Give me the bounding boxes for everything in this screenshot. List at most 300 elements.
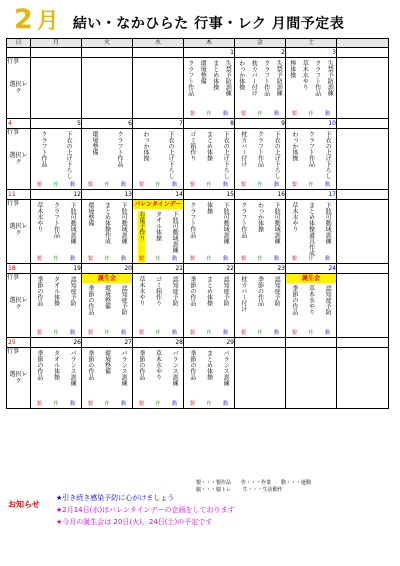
date-cell: 17 — [286, 190, 337, 200]
event-banner: 誕生会 — [82, 274, 132, 283]
activity-item: 環境整備 — [199, 60, 207, 84]
activity-tags — [235, 181, 285, 189]
date-cell: 22 — [184, 264, 235, 274]
tag-a: 作 — [308, 256, 314, 262]
activity-item: 失禁予防訓練 — [326, 60, 334, 96]
tag-c: 動 — [223, 256, 229, 262]
day-activity-cell — [235, 129, 286, 190]
day-activity-cell — [286, 274, 337, 338]
date-cell: 26 — [31, 338, 82, 348]
activity-item: 認知症予防 — [120, 285, 128, 315]
activity-item: 草木水やり — [35, 202, 43, 232]
weekday-header: 火 — [82, 39, 133, 48]
activity-item: 体操 — [205, 202, 213, 214]
weekday-header: 金 — [235, 39, 286, 48]
tag-s: 製 — [36, 256, 42, 262]
tag-c: 動 — [325, 182, 331, 188]
activity-item: 下肢可動域訓練 — [171, 211, 179, 253]
day-activity-cell — [286, 348, 337, 409]
day-activity-cell — [184, 274, 235, 338]
activity-item: 下衣の上げ下ろし — [65, 131, 72, 179]
activity-item: 草木水やり — [301, 60, 309, 90]
day-activity-cell — [286, 58, 337, 119]
notice-line-2: ★2月14日(水)はバレンタインデーの企画をしております — [56, 506, 235, 514]
activity-tags — [31, 255, 81, 263]
date-cell: 29 — [184, 338, 235, 348]
tag-a: 作 — [257, 182, 263, 188]
row-label-event: 行事 — [7, 274, 20, 281]
event-banner: バレンタインデー — [134, 201, 182, 208]
activity-item: わっか体操 — [290, 131, 298, 161]
activity-tags — [82, 255, 132, 263]
activity-tags — [235, 329, 285, 337]
weekday-sun: 日 — [7, 39, 31, 48]
activity-item: 認知症予防 — [69, 276, 77, 306]
notice-heading: お知らせ — [8, 500, 40, 509]
legend-line-2: 脳・・・脳トレ 生・・・生活動作 — [196, 487, 283, 493]
date-number: 24 — [328, 265, 336, 272]
activity-columns — [286, 129, 336, 183]
tag-a: 作 — [257, 256, 263, 262]
tag-c: 動 — [223, 182, 229, 188]
activity-tags — [133, 255, 183, 263]
activity-tags — [82, 181, 132, 189]
day-activity-cell — [82, 348, 133, 409]
date-cell — [133, 48, 184, 58]
notice-section — [8, 492, 393, 526]
activity-item: 環境整備 — [86, 202, 94, 226]
activity-columns — [133, 348, 183, 402]
tag-a: 作 — [257, 111, 263, 117]
activity-columns — [31, 129, 81, 183]
tag-c: 動 — [223, 111, 229, 117]
activity-tags — [133, 181, 183, 189]
activity-item: 失禁予防訓練 — [224, 60, 232, 96]
activity-row — [7, 200, 389, 264]
month-kanji: 月 — [36, 9, 59, 34]
tag-a: 作 — [206, 401, 212, 407]
tag-s: 製 — [138, 330, 144, 336]
day-activity-cell — [31, 200, 82, 264]
tag-s: 製 — [138, 182, 144, 188]
tag-a: 作 — [53, 182, 59, 188]
tag-s: 製 — [291, 182, 297, 188]
tag-c: 動 — [274, 182, 280, 188]
activity-item: 季節の作品 — [256, 276, 264, 306]
activity-item: バランス訓練 — [69, 350, 77, 386]
date-row — [7, 190, 389, 200]
tag-a: 作 — [308, 111, 314, 117]
activity-item: 下衣の上げ下ろし — [273, 131, 281, 179]
date-number: 20 — [124, 265, 132, 272]
activity-columns — [235, 274, 285, 328]
tag-c: 動 — [274, 111, 280, 117]
row-label-event: 行事 — [7, 129, 20, 136]
day-activity-cell — [184, 58, 235, 119]
activity-item: 環境整備 — [103, 350, 111, 374]
activity-item: クラフト作品 — [52, 202, 60, 238]
weekday-header: 木 — [184, 39, 235, 48]
activity-tags — [184, 181, 234, 189]
tag-c: 動 — [274, 256, 280, 262]
day-activity-cell — [82, 274, 133, 338]
tag-a: 作 — [308, 330, 314, 336]
date-cell — [82, 48, 133, 58]
day-activity-cell — [82, 58, 133, 119]
activity-item: クラフト作品 — [307, 131, 315, 167]
tag-c: 動 — [172, 330, 178, 336]
activity-item: お菓子作り — [138, 211, 145, 263]
date-cell: 9 — [235, 119, 286, 129]
activity-item: まとめ体操 — [205, 276, 213, 306]
activity-tags — [184, 110, 234, 118]
date-cell: 16 — [235, 190, 286, 200]
day-activity-cell — [82, 200, 133, 264]
day-activity-cell — [31, 348, 82, 409]
activity-columns — [82, 58, 132, 112]
tag-a: 作 — [155, 182, 161, 188]
tag-s: 製 — [87, 256, 93, 262]
day-activity-cell — [133, 274, 184, 338]
activity-item: 認知症予防 — [171, 276, 179, 306]
activity-columns — [31, 274, 81, 328]
tag-c: 動 — [325, 256, 331, 262]
day-activity-cell — [235, 348, 286, 409]
day-activity-cell — [133, 129, 184, 190]
date-cell: 8 — [184, 119, 235, 129]
tag-a: 作 — [53, 330, 59, 336]
weekday-header: 月 — [31, 39, 82, 48]
tag-c: 動 — [121, 182, 127, 188]
tag-c: 動 — [121, 256, 127, 262]
activity-item: わっか体操 — [256, 202, 264, 232]
activity-item: まとめ体操 — [211, 60, 219, 90]
activity-columns — [286, 200, 336, 254]
page-title — [14, 4, 345, 35]
day-activity-cell — [184, 129, 235, 190]
activity-item: クラフト作品 — [186, 60, 194, 96]
activity-columns — [184, 348, 234, 402]
activity-item: バランス訓練 — [120, 350, 128, 386]
activity-tags — [286, 181, 336, 189]
activity-columns — [82, 129, 132, 183]
tag-a: 作 — [206, 330, 212, 336]
activity-item: 季節の作品 — [35, 350, 43, 380]
row-label-cell — [7, 348, 31, 409]
weekday-header: 水 — [133, 39, 184, 48]
tag-s: 製 — [87, 182, 93, 188]
activity-tags — [286, 255, 336, 263]
activity-tags — [31, 181, 81, 189]
date-cell: 12 — [31, 190, 82, 200]
tag-s: 製 — [138, 401, 144, 407]
activity-item: クラフト作品 — [239, 202, 247, 238]
tag-a: 作 — [104, 256, 110, 262]
date-cell: 2 — [235, 48, 286, 58]
activity-columns — [184, 129, 234, 183]
tag-c: 動 — [121, 330, 127, 336]
event-banner: 誕生会 — [286, 274, 336, 283]
tag-s: 製 — [36, 182, 42, 188]
activity-columns — [82, 200, 132, 254]
notice-line-3: ★今月の誕生会は 20日(火)、24日(土)の予定です — [56, 518, 213, 526]
tag-c: 動 — [70, 182, 76, 188]
tag-a: 作 — [155, 256, 161, 262]
activity-item: 下肢可動域訓練 — [273, 202, 281, 244]
activity-item: 認知症予防 — [324, 285, 332, 315]
activity-item: タオル体操 — [52, 350, 60, 380]
activity-columns — [286, 348, 336, 402]
date-cell: 23 — [235, 264, 286, 274]
date-cell: 3 — [286, 48, 337, 58]
activity-tags — [82, 329, 132, 337]
activity-item: 季節の作品 — [35, 276, 43, 306]
activity-columns — [82, 348, 132, 402]
activity-columns — [286, 58, 336, 112]
tag-s: 製 — [189, 111, 195, 117]
activity-tags — [184, 329, 234, 337]
activity-item: クラフト作品 — [188, 202, 196, 238]
tag-a: 作 — [155, 401, 161, 407]
row-label-cell — [7, 58, 31, 119]
weekday-header-row — [7, 39, 389, 48]
activity-columns — [133, 274, 183, 328]
row-label-rec: 選択レク — [9, 152, 28, 166]
activity-columns — [235, 129, 285, 183]
activity-columns — [133, 129, 183, 183]
date-row — [7, 48, 389, 58]
day-activity-cell — [286, 200, 337, 264]
tag-c: 動 — [274, 330, 280, 336]
activity-item: 枕カバー付け — [239, 131, 247, 167]
activity-item: 草木水やり — [307, 285, 315, 315]
row-label-cell — [7, 200, 31, 264]
date-cell: 19 — [31, 264, 82, 274]
tag-s: 製 — [240, 182, 246, 188]
row-label-rec: 選択レク — [9, 371, 28, 385]
activity-item: 失禁予防訓練 — [275, 60, 283, 96]
activity-item: ゴミ箱作り — [154, 276, 162, 306]
tag-c: 動 — [172, 256, 178, 262]
day-activity-cell — [184, 200, 235, 264]
date-sun: 11 — [7, 190, 31, 200]
tag-a: 作 — [206, 256, 212, 262]
day-activity-cell — [31, 274, 82, 338]
activity-item: 季節の作品 — [137, 350, 145, 380]
activity-item: 認知症予防 — [222, 276, 230, 306]
calendar-table — [6, 38, 389, 409]
row-label-event: 行事 — [7, 58, 20, 65]
tag-a: 作 — [257, 330, 263, 336]
day-activity-cell — [235, 200, 286, 264]
activity-item: 下衣の上げ下ろし — [167, 131, 174, 179]
tag-s: 製 — [291, 330, 297, 336]
legend-line-1: 製・・・製作品 作・・・作業 動・・・運動 — [196, 480, 312, 486]
date-cell: 7 — [133, 119, 184, 129]
activity-columns — [184, 58, 234, 112]
tag-c: 動 — [121, 401, 127, 407]
activity-columns — [235, 58, 285, 112]
activity-item: まとめ体操作成 — [103, 202, 111, 244]
date-cell: 28 — [133, 338, 184, 348]
activity-columns — [235, 200, 285, 254]
date-cell — [133, 190, 184, 200]
activity-tags — [184, 400, 234, 408]
tag-s: 製 — [87, 401, 93, 407]
activity-item: 季節の作品 — [86, 285, 94, 315]
day-activity-cell — [184, 348, 235, 409]
activity-item: 草木水やり — [137, 276, 145, 306]
tag-s: 製 — [291, 111, 297, 117]
activity-item: 枕カバー付け — [239, 276, 247, 312]
tag-s: 製 — [291, 256, 297, 262]
activity-item: 草木水やり — [290, 202, 298, 232]
activity-columns — [31, 58, 81, 112]
activity-tags — [82, 400, 132, 408]
tag-s: 製 — [189, 330, 195, 336]
date-sun: 4 — [7, 119, 31, 129]
row-label-rec: 選択レク — [9, 223, 28, 237]
activity-item: 環境整備 — [91, 131, 98, 155]
activity-row — [7, 274, 389, 338]
activity-columns — [31, 200, 81, 254]
activity-item: わっか体操 — [142, 131, 149, 161]
date-sun: 18 — [7, 264, 31, 274]
activity-item: クラフト作品 — [262, 60, 270, 96]
activity-tags — [235, 255, 285, 263]
activity-item: クラフト作品 — [40, 131, 47, 167]
date-row — [7, 264, 389, 274]
day-activity-cell — [235, 274, 286, 338]
row-label-cell — [7, 129, 31, 190]
activity-item: 季節の作品 — [86, 350, 94, 380]
activity-tags — [286, 110, 336, 118]
day-activity-cell — [82, 129, 133, 190]
activity-item: 棒体操 — [288, 60, 296, 78]
tag-c: 動 — [172, 182, 178, 188]
activity-row — [7, 58, 389, 119]
tag-s: 製 — [240, 256, 246, 262]
tag-a: 作 — [206, 111, 212, 117]
activity-columns — [184, 274, 234, 328]
activity-columns — [235, 348, 285, 402]
row-label-event: 行事 — [7, 200, 20, 207]
notice-line-1: ★引き続き感染予防に心がけましょう — [56, 494, 175, 502]
date-row — [7, 338, 389, 348]
activity-item: クラフト作品 — [256, 131, 264, 167]
activity-item: まとめ体操 — [205, 350, 213, 380]
activity-item: 草木水やり — [154, 350, 162, 380]
row-label-rec: 選択レク — [9, 81, 28, 95]
row-label-event: 行事 — [7, 348, 20, 355]
tag-a: 作 — [155, 330, 161, 336]
date-sun: 25 — [7, 338, 31, 348]
activity-item: 環境整備 — [103, 285, 111, 309]
tag-s: 製 — [138, 256, 144, 262]
activity-item: 下肢可動域訓練 — [222, 202, 230, 244]
tag-c: 動 — [70, 330, 76, 336]
tag-c: 動 — [70, 401, 76, 407]
activity-columns — [31, 348, 81, 402]
activity-item: タオル体操 — [52, 276, 60, 306]
tag-s: 製 — [189, 182, 195, 188]
activity-item: ゴミ箱作り — [188, 131, 196, 161]
activity-columns — [184, 200, 234, 254]
activity-item: バランス訓練 — [171, 350, 179, 386]
month-number: 2 — [14, 4, 33, 35]
tag-s: 製 — [240, 111, 246, 117]
activity-item: クラフト作品 — [313, 60, 321, 96]
tag-c: 動 — [325, 111, 331, 117]
activity-item: 枕カバー付け — [250, 60, 258, 96]
tag-s: 製 — [87, 330, 93, 336]
activity-item: バランス訓練 — [222, 350, 230, 386]
day-activity-cell — [31, 129, 82, 190]
activity-row — [7, 348, 389, 409]
activity-item: タオル体操 — [154, 211, 162, 241]
date-cell — [286, 338, 337, 348]
day-activity-cell — [235, 58, 286, 119]
date-cell: 15 — [184, 190, 235, 200]
activity-item: わっか体操 — [237, 60, 245, 90]
date-cell: 10 — [286, 119, 337, 129]
tag-c: 動 — [325, 330, 331, 336]
day-activity-cell — [31, 58, 82, 119]
date-sun — [7, 48, 31, 58]
tag-s: 製 — [189, 401, 195, 407]
activity-row — [7, 129, 389, 190]
day-activity-cell — [133, 348, 184, 409]
tag-a: 作 — [53, 256, 59, 262]
activity-item: まとめ体操 — [205, 131, 213, 161]
activity-item: まとめ体操道具作成 — [307, 202, 315, 256]
row-label-cell — [7, 274, 31, 338]
activity-tags — [184, 255, 234, 263]
tag-c: 動 — [172, 401, 178, 407]
tag-a: 作 — [104, 330, 110, 336]
activity-item: 認知症予防 — [273, 276, 281, 306]
activity-item: 下肢可動域訓練 — [69, 202, 77, 244]
activity-item: クラフト作品 — [116, 131, 123, 167]
tag-a: 作 — [206, 182, 212, 188]
tag-s: 製 — [36, 401, 42, 407]
tag-c: 動 — [223, 401, 229, 407]
tag-s: 製 — [36, 330, 42, 336]
activity-tags — [133, 400, 183, 408]
date-cell: 6 — [82, 119, 133, 129]
date-number: 14 — [175, 191, 183, 198]
tag-a: 作 — [104, 182, 110, 188]
activity-tags — [31, 400, 81, 408]
date-cell: 13 — [82, 190, 133, 200]
activity-item: 下衣の上げ下ろし — [324, 131, 332, 179]
date-row — [7, 119, 389, 129]
date-cell — [286, 264, 337, 274]
activity-item: 下肢可動域訓練 — [324, 202, 332, 244]
tag-s: 製 — [240, 330, 246, 336]
activity-tags — [133, 329, 183, 337]
date-cell: 27 — [82, 338, 133, 348]
row-label-rec: 選択レク — [9, 297, 28, 311]
day-activity-cell — [286, 129, 337, 190]
activity-tags — [235, 110, 285, 118]
activity-tags — [286, 329, 336, 337]
date-cell: 21 — [133, 264, 184, 274]
date-cell — [82, 264, 133, 274]
day-activity-cell — [133, 200, 184, 264]
weekday-header: 土 — [286, 39, 337, 48]
tag-c: 動 — [70, 256, 76, 262]
